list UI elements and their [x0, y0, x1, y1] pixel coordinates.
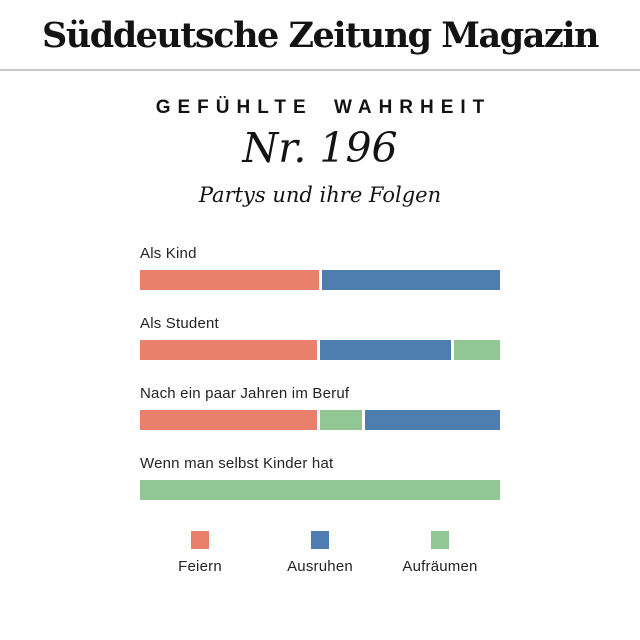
stacked-bar [140, 270, 500, 290]
legend-item-aufraumen [380, 531, 500, 575]
bar-segment-aufraumen [454, 340, 500, 360]
header-divider [0, 69, 640, 71]
legend-label: Feiern [178, 558, 222, 575]
bar-segment-ausruhen [322, 270, 501, 290]
legend-label: Ausruhen [287, 558, 353, 575]
legend-swatch-ausruhen [311, 531, 329, 549]
chart-row-als-student [140, 315, 500, 360]
issue-number: Nr. 196 [242, 124, 398, 172]
stacked-bar [140, 340, 500, 360]
bar-segment-feiern [140, 410, 317, 430]
chart-legend [140, 531, 500, 575]
bar-label: Als Student [140, 315, 219, 332]
bar-label: Als Kind [140, 245, 197, 262]
title-block [0, 97, 640, 207]
legend-swatch-aufraumen [431, 531, 449, 549]
chart-row-wenn-man-selbst-kinder-hat [140, 455, 500, 500]
legend-item-ausruhen [260, 531, 380, 575]
masthead [0, 0, 640, 69]
stacked-bar-chart [140, 245, 500, 525]
stacked-bar [140, 410, 500, 430]
bar-segment-feiern [140, 340, 317, 360]
chart-row-nach-ein-paar-jahren-im-beruf [140, 385, 500, 430]
bar-label: Nach ein paar Jahren im Beruf [140, 385, 350, 402]
series-kicker: GEFÜHLTE WAHRHEIT [155, 97, 492, 118]
stacked-bar [140, 480, 500, 500]
legend-swatch-feiern [191, 531, 209, 549]
bar-segment-feiern [140, 270, 319, 290]
bar-segment-aufraumen [140, 480, 500, 500]
bar-label: Wenn man selbst Kinder hat [140, 455, 334, 472]
legend-item-feiern [140, 531, 260, 575]
episode-title: Partys und ihre Folgen [198, 183, 442, 207]
bar-segment-ausruhen [320, 340, 451, 360]
magazine-logo: Süddeutsche Zeitung Magazin [42, 15, 598, 56]
bar-segment-ausruhen [365, 410, 500, 430]
legend-label: Aufräumen [402, 558, 478, 575]
bar-segment-aufraumen [320, 410, 362, 430]
chart-row-als-kind [140, 245, 500, 290]
